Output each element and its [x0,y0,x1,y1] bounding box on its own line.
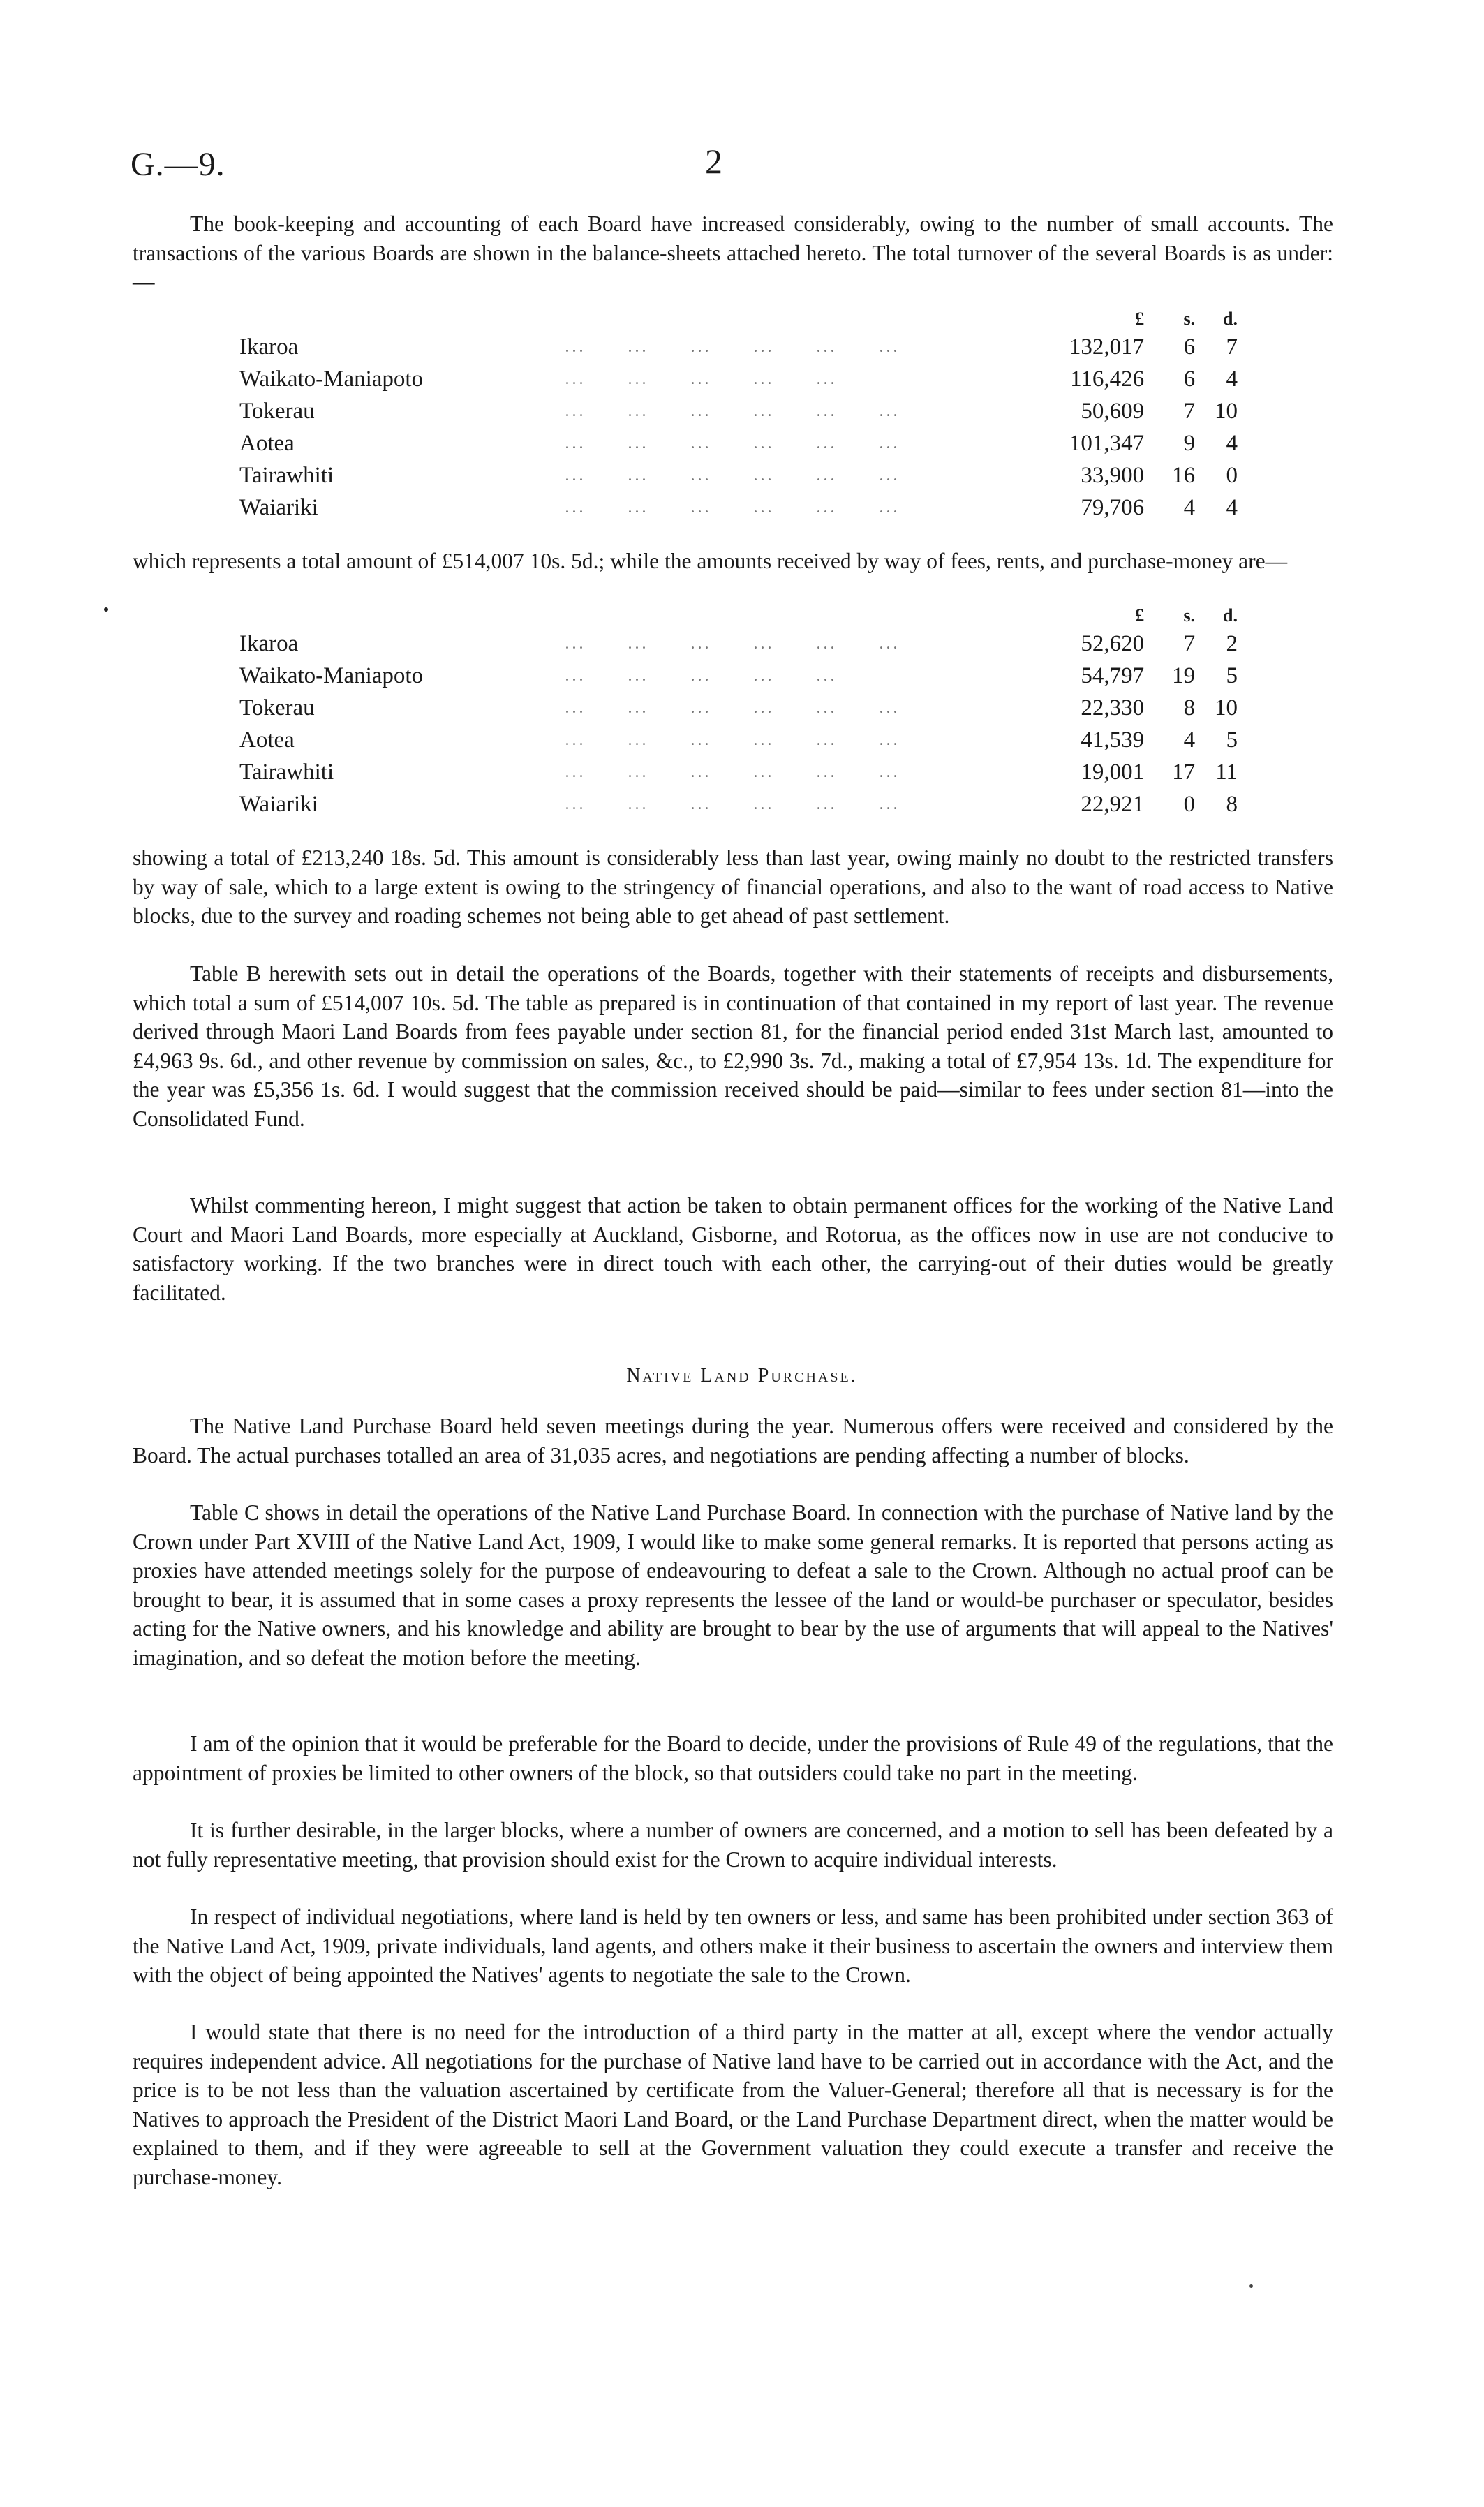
pounds-value: 54,797 [1081,663,1145,688]
pounds-value: 116,426 [1070,366,1145,392]
leader-dots: ... ... ... ... ... ... [565,698,900,717]
table-header-row [239,604,1238,628]
fees-table [239,604,1238,820]
pence-header: d. [1223,605,1238,626]
section-paragraph: The Native Land Purchase Board held seven meetings during the year. Numerous offers were received and considered by the Board. The actual purchases totalled an area of 31,035 acres, and negotiations are pending affecting a number of blocks. [133,1414,1333,1467]
table-row [239,788,1238,820]
shillings-value: 7 [1183,630,1196,656]
turnover-table [239,307,1238,524]
pence-value: 0 [1226,462,1238,488]
table-row [239,427,1238,459]
board-name: Waiariki [239,494,318,520]
pence-value: 10 [1215,695,1238,720]
board-name: Waiariki [239,791,318,817]
body-paragraph: Whilst commenting hereon, I might suggest that action be taken to obtain permanent offices for the working of the Native Land Court and Maori Land Boards, more especially at Auckland, Gisborne, and Rotorua, as the offices now in use are not conducive to satisfactory working. If the two branches were in direct touch with each other, the carrying-out of their duties would be greatly facilitated. [133,1193,1333,1305]
table-row [239,660,1238,692]
pence-value: 7 [1226,334,1238,360]
pounds-value: 52,620 [1081,630,1145,656]
table-row [239,395,1238,427]
pence-value: 8 [1226,791,1238,817]
shillings-value: 7 [1183,398,1196,424]
leader-dots: ... ... ... ... ... ... [565,634,900,653]
leader-dots: ... ... ... ... ... ... [565,434,900,452]
pence-value: 4 [1226,494,1238,520]
pence-value: 4 [1226,366,1238,392]
shillings-value: 9 [1183,430,1196,456]
board-name: Tokerau [239,398,315,424]
table-row [239,724,1238,756]
shillings-value: 6 [1183,334,1196,360]
board-name: Waikato-Maniapoto [239,663,424,688]
pounds-header: £ [1135,309,1145,329]
body-paragraph: Table B herewith sets out in detail the operations of the Boards, together with their statements of receipts and disbursements, which total a sum of £514,007 10s. 5d. The table as prepared is in continuation of that contained in my report of last year. The revenue derived through Maori Land Boards from fees payable under section 81, for the financial period ended 31st March last, amounted to £4,963 9s. 6d., and other revenue by commission on sales, &c., to £2,990 3s. 7d., making a total of £7,954 13s. 1d. The expenditure for the year was £5,356 1s. 6d. I would suggest that the commission received should be paid—similar to fees under section 81—into the Consolidated Fund. [133,961,1333,1131]
table-row [239,628,1238,660]
pence-value: 10 [1215,398,1238,424]
leader-dots: ... ... ... ... ... [565,369,838,388]
board-name: Ikaroa [239,630,299,656]
leader-dots: ... ... ... ... ... ... [565,498,900,517]
shillings-value: 6 [1183,366,1196,392]
section-heading: Native Land Purchase. [626,1365,858,1386]
section-paragraph: It is further desirable, in the larger blocks, where a number of owners are concerned, and a motion to sell has been defeated by a not fully representative meeting, that provision should exist for the Crown to acquire individual interests. [133,1818,1333,1872]
pence-value: 5 [1226,727,1238,753]
leader-dots: ... ... ... ... ... ... [565,337,900,356]
page-speck [1249,2284,1253,2288]
body-paragraph: showing a total of £213,240 18s. 5d. This amount is considerably less than last year, owing mainly no doubt to the restricted transfers by way of sale, which to a large extent is owing to the stringency of financial operations, and also to the want of road access to Native blocks, due to the survey and roading schemes not being able to get ahead of past settlement. [133,845,1333,928]
leader-dots: ... ... ... ... ... ... [565,401,900,420]
document-reference: G.—9. [131,146,225,183]
section-paragraph: Table C shows in detail the operations of the Native Land Purchase Board. In connection with the purchase of Native land by the Crown under Part XVIII of the Native Land Act, 1909, I would like to make some general remarks. It is reported that persons acting as proxies have attended meetings solely for the purpose of endeavouring to defeat a sale to the Crown. Although no actual proof can be brought to bear, it is assumed that in some cases a proxy represents the lessee of the land or would-be purchaser or speculator, besides acting for the Native owners, and his knowledge and ability are brought to bear by the use of arguments that will appeal to the Natives' imagination, and so defeat the motion before the meeting. [133,1500,1333,1670]
pounds-value: 41,539 [1081,727,1145,753]
board-name: Tairawhiti [239,759,334,785]
totals-paragraph: which represents a total amount of £514,007 10s. 5d.; while the amounts received by way of fees, rents, and purchase-money are— [133,549,1288,573]
pounds-value: 101,347 [1069,430,1145,456]
board-name: Aotea [239,727,295,753]
leader-dots: ... ... ... ... ... ... [565,794,900,813]
board-name: Aotea [239,430,295,456]
intro-paragraph: The book-keeping and accounting of each Board have increased considerably, owing to the number of small accounts. The transactions of the various Boards are shown in the balance-sheets attached hereto. The total turnover of the several Boards is as under:— [133,212,1333,294]
leader-dots: ... ... ... ... ... ... [565,762,900,781]
shillings-header: s. [1183,309,1196,329]
shillings-value: 4 [1183,727,1196,753]
table-row [239,692,1238,724]
section-paragraph: I am of the opinion that it would be preferable for the Board to decide, under the provisions of Rule 49 of the regulations, that the appointment of proxies be limited to other owners of the block, so that outsiders could take no part in the meeting. [133,1731,1333,1785]
table-row [239,756,1238,788]
pounds-value: 22,330 [1081,695,1145,720]
shillings-value: 16 [1172,462,1196,488]
shillings-value: 4 [1183,494,1196,520]
leader-dots: ... ... ... ... ... [565,666,838,685]
pence-value: 11 [1215,759,1238,785]
section-paragraph: In respect of individual negotiations, where land is held by ten owners or less, and same has been prohibited under section 363 of the Native Land Act, 1909, private individuals, land agents, and others make it their business to ascertain the owners and interview them with the object of being appointed the Natives' agents to negotiate the sale to the Crown. [133,1905,1333,1987]
pounds-value: 19,001 [1081,759,1145,785]
pounds-value: 132,017 [1069,334,1145,360]
table-row [239,331,1238,363]
table-row [239,459,1238,491]
table-header-row [239,307,1238,331]
table-row [239,363,1238,395]
table-row [239,491,1238,524]
shillings-value: 17 [1172,759,1196,785]
pounds-value: 22,921 [1081,791,1145,817]
margin-mark [104,607,108,612]
leader-dots: ... ... ... ... ... ... [565,466,900,485]
page-number: 2 [705,142,722,181]
section-paragraph: I would state that there is no need for the introduction of a third party in the matter at all, except where the vendor actually requires independent advice. All negotiations for the purchase of Native land have to be carried out in accordance with the Act, and the price is to be not less than the valuation ascertained by certificate from the Valuer-General; therefore all that is necessary is for the Natives to approach the President of the District Maori Land Board, or the Land Purchase Department direct, when the matter would be explained to them, and if they were agreeable to sell at the Government valuation they could execute a transfer and receive the purchase-money. [133,2020,1333,2189]
board-name: Ikaroa [239,334,299,360]
pounds-header: £ [1135,605,1145,626]
pounds-value: 79,706 [1081,494,1145,520]
pounds-value: 50,609 [1081,398,1145,424]
shillings-value: 0 [1183,791,1196,817]
shillings-value: 8 [1183,695,1196,720]
board-name: Waikato-Maniapoto [239,366,424,392]
shillings-value: 19 [1172,663,1196,688]
pence-value: 2 [1226,630,1238,656]
board-name: Tairawhiti [239,462,334,488]
board-name: Tokerau [239,695,315,720]
pounds-value: 33,900 [1081,462,1145,488]
shillings-header: s. [1183,605,1196,626]
pence-header: d. [1223,309,1238,329]
pence-value: 4 [1226,430,1238,456]
pence-value: 5 [1226,663,1238,688]
leader-dots: ... ... ... ... ... ... [565,730,900,749]
